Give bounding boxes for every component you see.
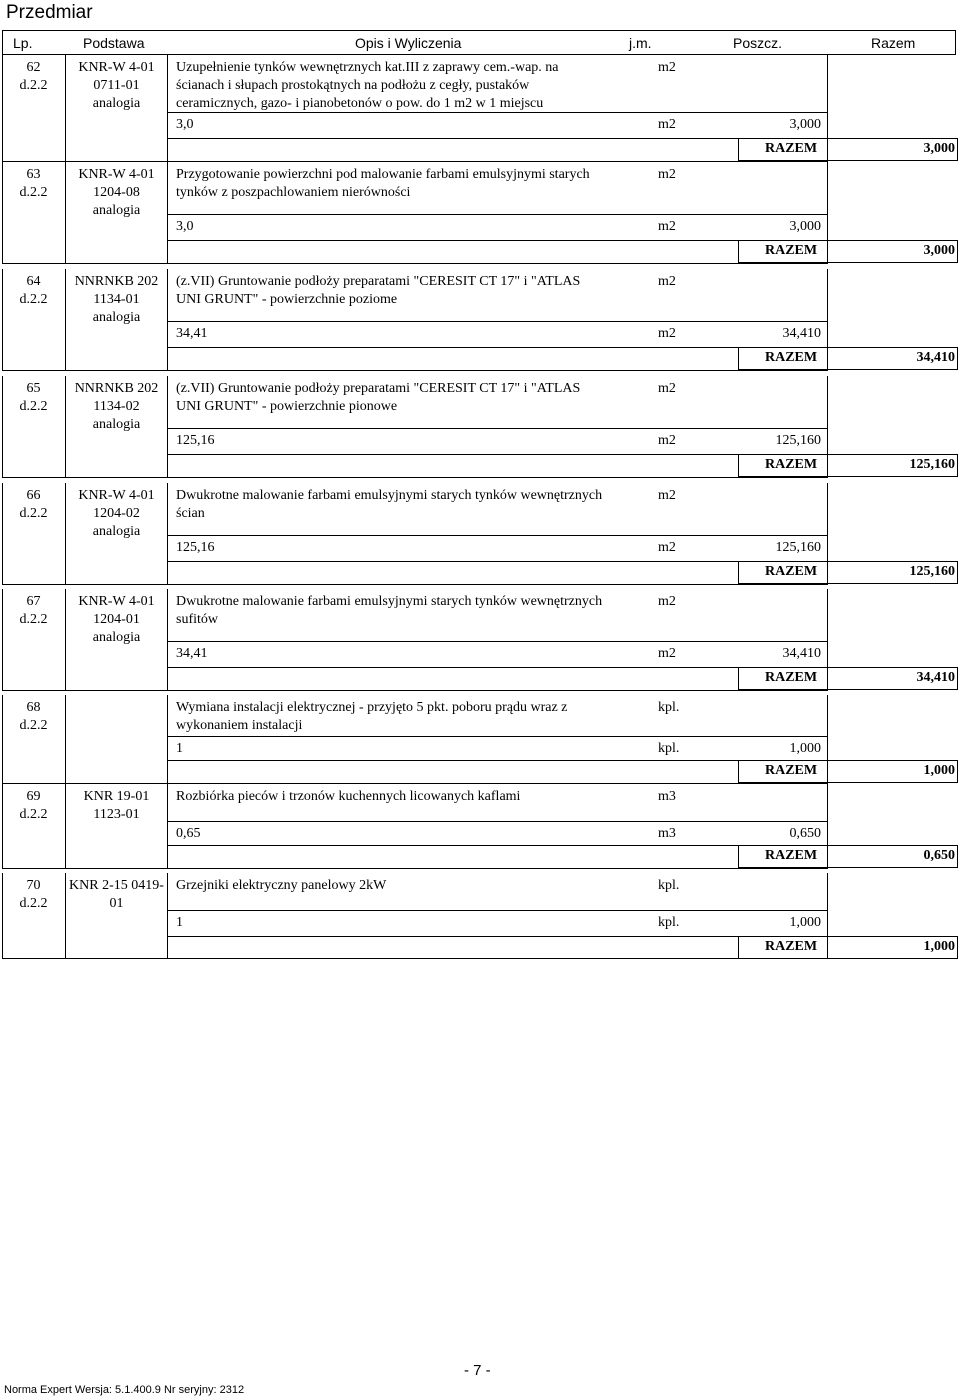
calc-separator [168,641,828,642]
column-quantity: Poszcz. [733,35,783,51]
item-basis-line: 1204-08 [93,185,140,200]
column-divider [167,784,168,869]
total-value: 3,000 [923,141,955,156]
total-label: RAZEM [765,564,818,579]
item-basis-line: KNR 2-15 0419- [69,878,164,893]
column-divider [167,589,168,691]
total-label: RAZEM [765,763,818,778]
calc-separator [168,535,828,536]
calc-unit: m2 [658,219,676,234]
estimate-item [2,784,956,869]
page-number: - 7 - [464,1362,491,1379]
item-description [176,487,636,523]
total-label: RAZEM [765,350,818,365]
item-description-line: sufitów [176,612,218,627]
item-description-line: Grzejniki elektryczny panelowy 2kW [176,878,387,893]
item-basis-line: KNR-W 4-01 [78,488,155,503]
item-basis-line: NNRNKB 202 [74,274,159,289]
item-description-line: wykonaniem instalacji [176,718,303,733]
item-number-line: d.2.2 [19,807,48,822]
estimate-item [2,55,956,162]
item-basis-line: analogia [92,203,141,218]
item-unit: m2 [658,381,676,396]
total-label: RAZEM [765,939,818,954]
item-number [2,699,65,735]
item-basis-line: KNR-W 4-01 [78,594,155,609]
item-description [176,59,636,113]
calc-value: 3,000 [789,117,821,132]
item-unit: m2 [658,60,676,75]
calc-value: 1,000 [789,915,821,930]
item-description-line: Uzupełnienie tynków wewnętrznych kat.III z zaprawy cem.-wap. na [176,60,559,75]
total-box [738,561,958,584]
calc-separator [168,112,828,113]
calc-expression: 125,16 [176,540,215,555]
item-number-line: d.2.2 [19,718,48,733]
calc-expression: 125,16 [176,433,215,448]
item-description-line: (z.VII) Gruntowanie podłoży preparatami "CERESIT CT 17" i "ATLAS [176,274,581,289]
calc-separator [168,240,828,241]
document-title: Przedmiar [6,2,93,23]
item-description-line: (z.VII) Gruntowanie podłoży preparatami "CERESIT CT 17" i "ATLAS [176,381,581,396]
item-number-line: 66 [26,488,41,503]
total-label: RAZEM [765,141,818,156]
total-value: 1,000 [923,939,955,954]
item-description-line: ścian [176,506,205,521]
column-description: Opis i Wyliczenia [355,35,462,51]
item-description [176,877,636,895]
item-description-line: UNI GRUNT" - powierzchnie poziome [176,292,398,307]
item-number [2,273,65,309]
total-box [738,667,958,690]
calc-separator [168,910,828,911]
calc-separator [168,214,828,215]
item-basis-line: KNR-W 4-01 [78,167,155,182]
total-value: 125,160 [909,564,955,579]
estimate-item [2,162,956,264]
item-basis [66,166,167,220]
calc-unit: m2 [658,540,676,555]
item-number-line: 69 [26,789,41,804]
item-number-line: 64 [26,274,41,289]
item-description-line: Rozbiórka pieców i trzonów kuchennych licowanych kaflami [176,789,521,804]
calc-separator [168,138,828,139]
total-value: 3,000 [923,243,955,258]
total-value: 125,160 [909,457,955,472]
item-number-line: 65 [26,381,41,396]
item-number-line: d.2.2 [19,185,48,200]
estimate-item [2,269,956,371]
calc-separator [168,347,828,348]
column-lp: Lp. [13,35,33,51]
item-description-line: ścianach i słupach prostokątnych na podłożu z cegły, pustaków [176,78,530,93]
estimate-item [2,589,956,691]
item-number-line: d.2.2 [19,292,48,307]
column-header-row [2,30,956,55]
estimate-item [2,695,956,784]
item-description-line: Dwukrotne malowanie farbami emulsyjnymi starych tynków wewnętrznych [176,594,603,609]
item-description-line: UNI GRUNT" - powierzchnie pionowe [176,399,398,414]
calc-value: 34,410 [782,326,821,341]
item-number-line: 67 [26,594,41,609]
calc-separator [168,760,828,761]
item-basis-line: analogia [92,630,141,645]
calc-value: 0,650 [789,826,821,841]
item-unit: m3 [658,789,676,804]
total-label: RAZEM [765,848,818,863]
item-unit: m2 [658,488,676,503]
item-number-line: d.2.2 [19,506,48,521]
total-box [738,240,958,263]
item-basis-line: 1134-02 [93,399,140,414]
item-number [2,593,65,629]
total-label: RAZEM [765,243,818,258]
column-divider [167,55,168,162]
calc-value: 3,000 [789,219,821,234]
item-basis-line: analogia [92,524,141,539]
estimate-item [2,376,956,478]
calc-unit: m2 [658,326,676,341]
total-box [738,760,958,783]
estimate-item [2,873,956,959]
item-description-line: Przygotowanie powierzchni pod malowanie farbami emulsyjnymi starych [176,167,590,182]
calc-separator [168,561,828,562]
column-total: Razem [871,35,916,51]
item-basis-line: KNR-W 4-01 [78,60,155,75]
total-box [738,936,958,959]
column-divider [167,269,168,371]
item-basis-line: analogia [92,310,141,325]
total-value: 1,000 [923,763,955,778]
item-basis-line: 1204-02 [93,506,140,521]
total-box [738,347,958,370]
item-basis [66,273,167,327]
software-info: Norma Expert Wersja: 5.1.400.9 Nr seryjny: 2312 [4,1384,245,1396]
item-basis-line: 1134-01 [93,292,140,307]
item-description [176,273,636,309]
column-divider [167,376,168,478]
item-unit: m2 [658,274,676,289]
item-number-line: d.2.2 [19,896,48,911]
item-basis [66,487,167,541]
item-basis-line: 1204-01 [93,612,140,627]
calc-separator [168,821,828,822]
item-number [2,788,65,824]
column-unit: j.m. [629,35,652,51]
column-basis: Podstawa [83,35,145,51]
calc-separator [168,667,828,668]
total-label: RAZEM [765,670,818,685]
item-basis [66,593,167,647]
item-number-line: 62 [26,60,41,75]
item-number-line: d.2.2 [19,612,48,627]
calc-separator [168,936,828,937]
calc-unit: m2 [658,433,676,448]
calc-separator [168,845,828,846]
item-description [176,788,636,806]
item-unit: m2 [658,594,676,609]
item-number-line: 63 [26,167,41,182]
calc-expression: 1 [176,741,183,756]
calc-value: 1,000 [789,741,821,756]
item-number [2,59,65,95]
calc-separator [168,321,828,322]
calc-expression: 34,41 [176,326,208,341]
item-basis-line: 1123-01 [93,807,140,822]
total-value: 34,410 [916,350,955,365]
item-description-line: ceramicznych, gazo- i pianobetonów o pow. do 1 m2 w 1 miejscu [176,96,544,111]
item-number [2,877,65,913]
calc-unit: m2 [658,117,676,132]
item-description-line: Dwukrotne malowanie farbami emulsyjnymi starych tynków wewnętrznych [176,488,603,503]
item-number [2,487,65,523]
item-number [2,380,65,416]
calc-expression: 0,65 [176,826,201,841]
item-basis [66,380,167,434]
item-unit: kpl. [658,700,680,715]
calc-unit: kpl. [658,915,680,930]
column-divider [167,873,168,959]
item-basis [66,59,167,113]
column-divider [167,695,168,784]
item-basis-line: 0711-01 [93,78,140,93]
item-description-line: Wymiana instalacji elektrycznej - przyjęto 5 pkt. poboru prądu wraz z [176,700,568,715]
calc-separator [168,736,828,737]
estimate-item [2,483,956,585]
item-description [176,166,636,202]
total-box [738,138,958,161]
item-basis-line: 01 [109,896,124,911]
column-divider [65,695,66,784]
column-divider [167,483,168,585]
calc-value: 125,160 [775,540,821,555]
item-description [176,699,636,735]
item-basis [66,788,167,824]
total-value: 34,410 [916,670,955,685]
calc-expression: 1 [176,915,183,930]
calc-value: 34,410 [782,646,821,661]
item-description [176,593,636,629]
calc-expression: 3,0 [176,219,194,234]
item-number-line: 68 [26,700,41,715]
item-basis-line: NNRNKB 202 [74,381,159,396]
calc-unit: m3 [658,826,676,841]
calc-unit: m2 [658,646,676,661]
total-box [738,845,958,868]
total-value: 0,650 [923,848,955,863]
item-unit: kpl. [658,878,680,893]
item-number-line: d.2.2 [19,399,48,414]
calc-separator [168,428,828,429]
calc-expression: 3,0 [176,117,194,132]
item-description-line: tynków z poszpachlowaniem nierówności [176,185,411,200]
calc-value: 125,160 [775,433,821,448]
column-divider [167,162,168,264]
total-box [738,454,958,477]
item-basis-line: KNR 19-01 [83,789,150,804]
calc-separator [168,454,828,455]
item-number [2,166,65,202]
total-label: RAZEM [765,457,818,472]
calc-expression: 34,41 [176,646,208,661]
item-unit: m2 [658,167,676,182]
item-basis [66,877,167,913]
item-basis-line: analogia [92,417,141,432]
calc-unit: kpl. [658,741,680,756]
item-description [176,380,636,416]
item-number-line: d.2.2 [19,78,48,93]
item-basis-line: analogia [92,96,141,111]
item-number-line: 70 [26,878,41,893]
